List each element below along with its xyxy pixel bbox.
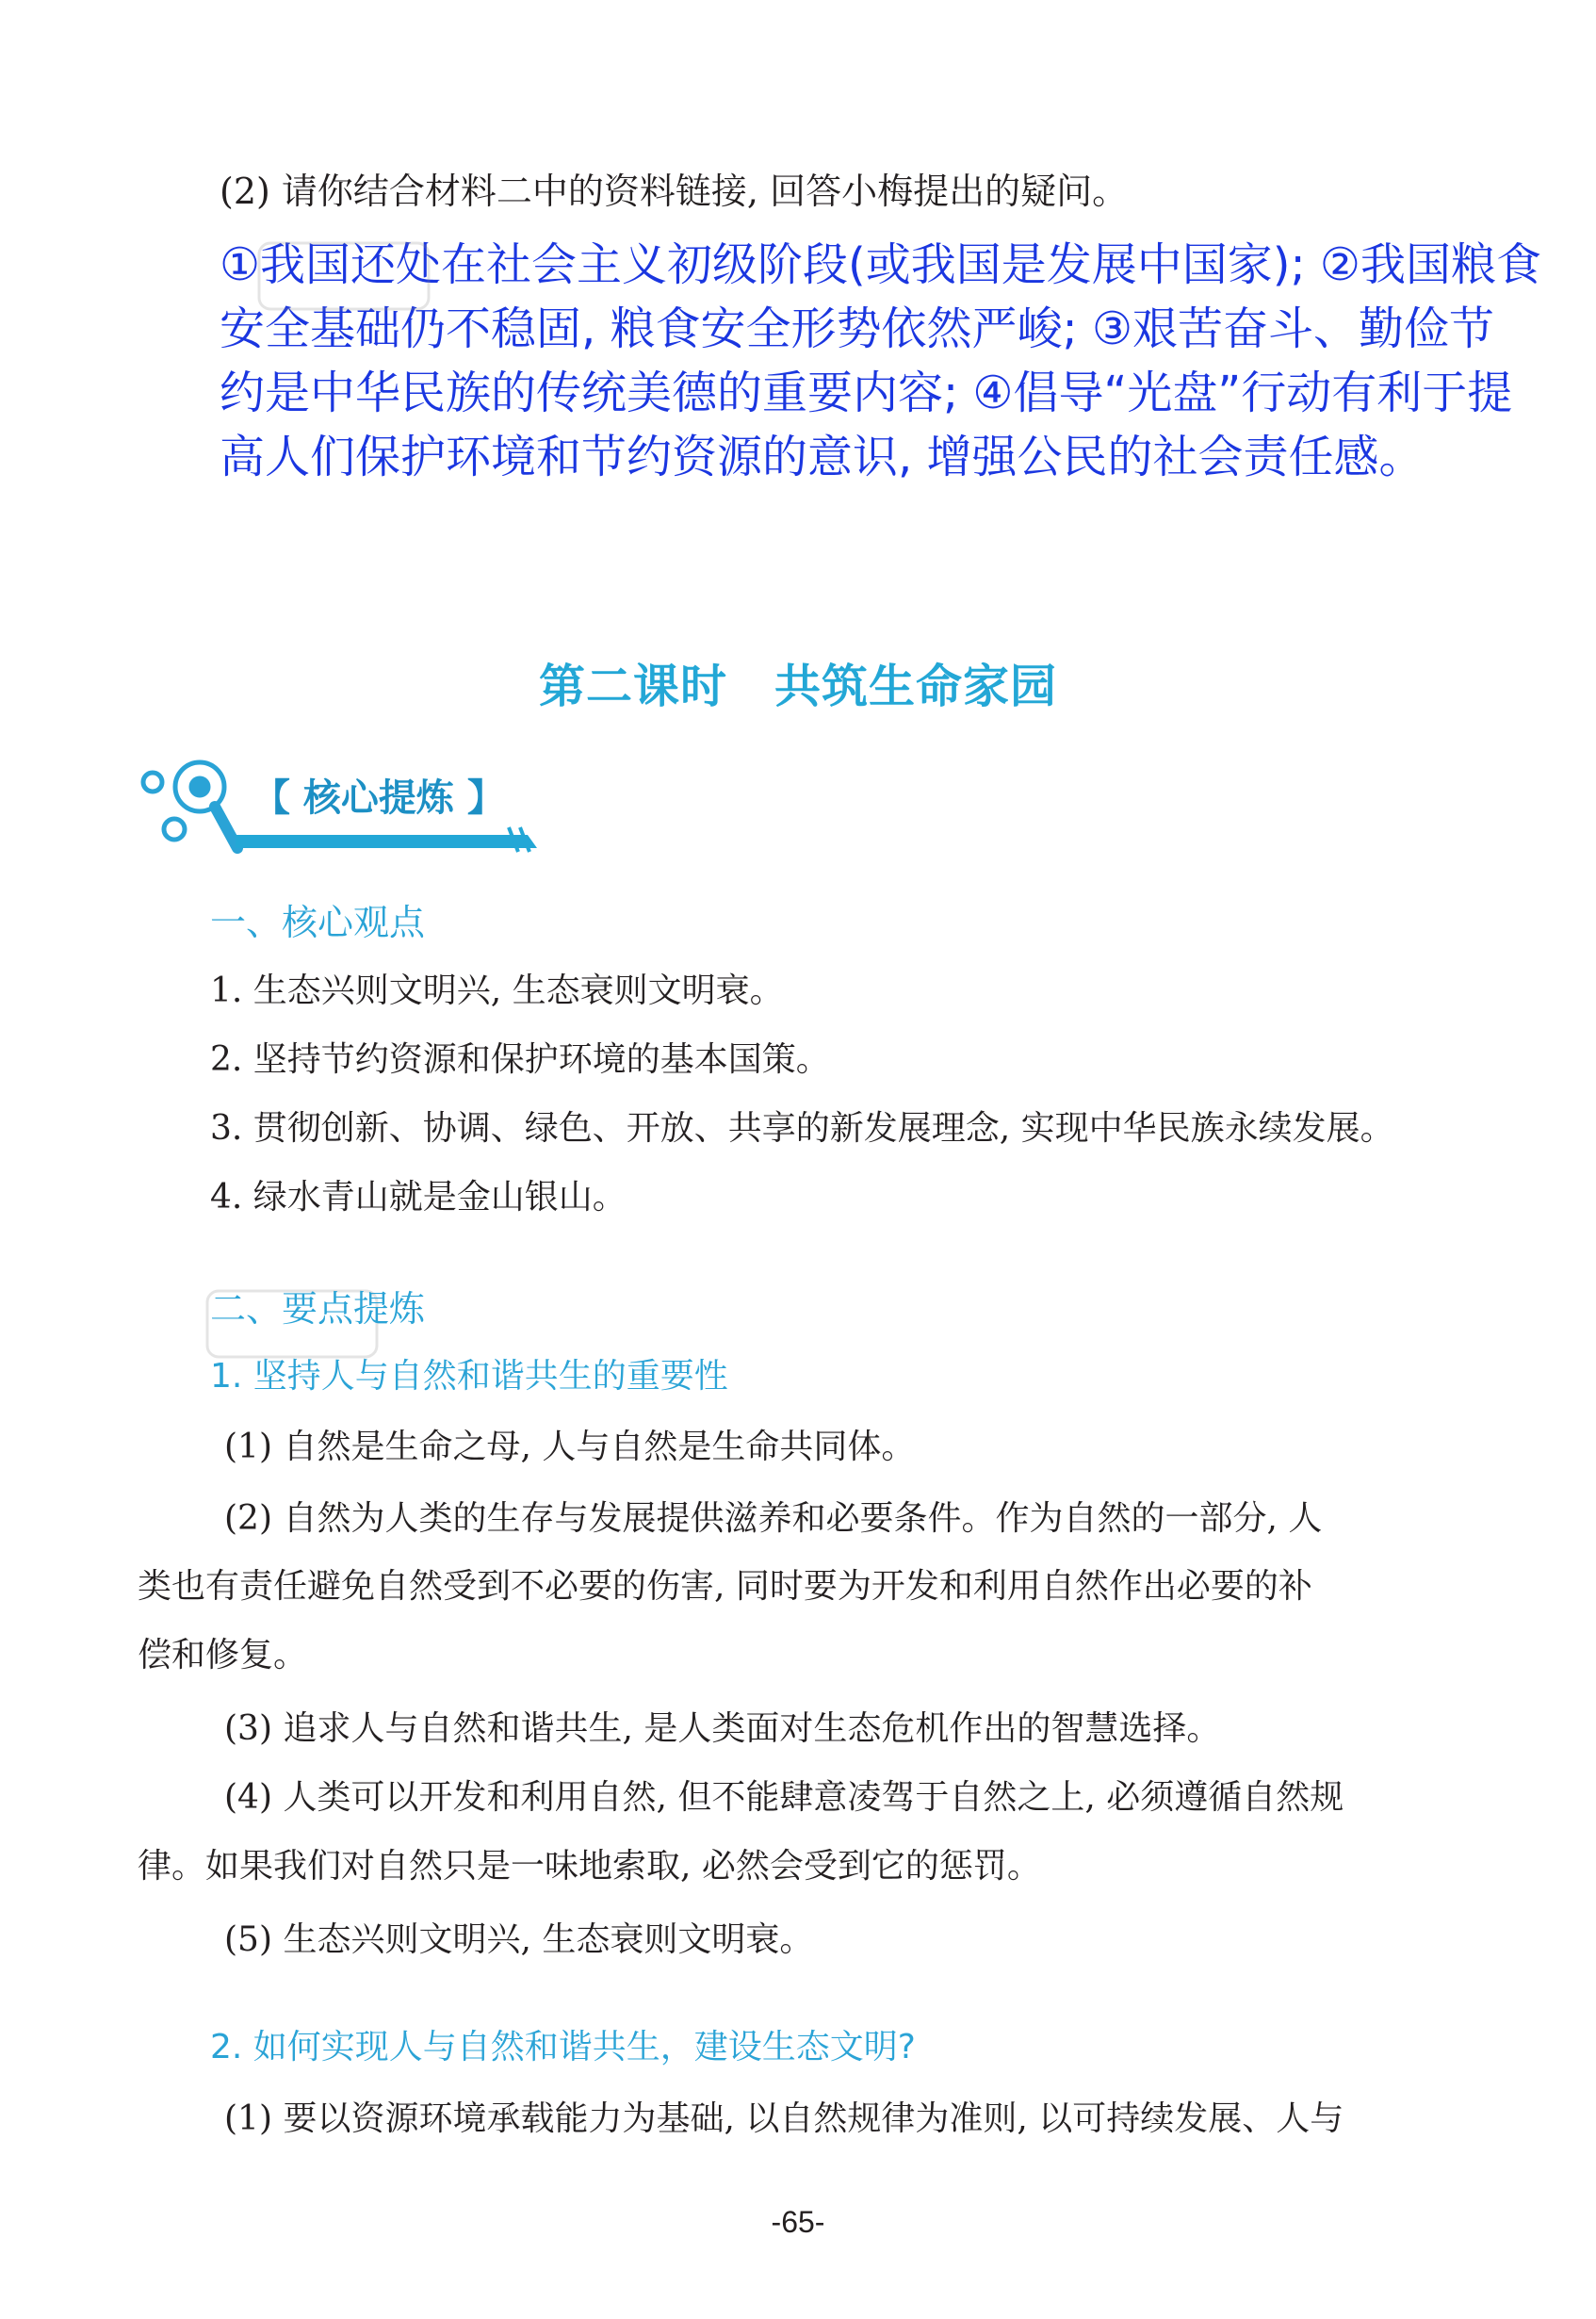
gear-icon <box>143 762 224 840</box>
paragraph-line: (1) 要以资源环境承载能力为基础, 以自然规律为准则, 以可持续发展、人与 <box>224 2099 1344 2138</box>
paragraph-line: 律。如果我们对自然只是一味地索取, 必然会受到它的惩罚。 <box>138 1847 1041 1886</box>
answer-line: ①我国还处在社会主义初级阶段(或我国是发展中国家); ②我国粮食 <box>220 238 1541 291</box>
paragraph-line: (3) 追求人与自然和谐共生, 是人类面对生态危机作出的智慧选择。 <box>224 1709 1221 1748</box>
magnifier-handle-icon <box>215 807 237 848</box>
paragraph-line: (4) 人类可以开发和利用自然, 但不能肆意凌驾于自然之上, 必须遵循自然规 <box>224 1778 1344 1817</box>
question-text: (2) 请你结合材料二中的资料链接, 回答小梅提出的疑问。 <box>220 171 1129 212</box>
paragraph-line: (1) 自然是生命之母, 人与自然是生命共同体。 <box>224 1428 916 1466</box>
paragraph-line: 类也有责任避免自然受到不必要的伤害, 同时要为开发和利用自然作出必要的补 <box>138 1567 1312 1606</box>
list-item: 3. 贯彻创新、协调、绿色、开放、共享的新发展理念, 实现中华民族永续发展。 <box>210 1109 1394 1148</box>
subsection-heading: 1. 坚持人与自然和谐共生的重要性 <box>210 1357 728 1396</box>
list-item: 2. 坚持节约资源和保护环境的基本国策。 <box>210 1040 830 1079</box>
lesson-title: 第二课时 共筑生命家园 <box>538 660 1057 713</box>
paragraph-line: (5) 生态兴则文明兴, 生态衰则文明衰。 <box>224 1920 814 1959</box>
answer-line: 约是中华民族的传统美德的重要内容; ④倡导“光盘”行动有利于提 <box>220 367 1513 419</box>
banner-bar <box>236 835 537 848</box>
paragraph-line: (2) 自然为人类的生存与发展提供滋养和必要条件。作为自然的一部分, 人 <box>224 1499 1323 1538</box>
answer-line: 安全基础仍不稳固, 粮食安全形势依然严峻; ③艰苦奋斗、勤俭节 <box>220 302 1494 355</box>
list-item: 4. 绿水青山就是金山银山。 <box>210 1178 627 1217</box>
paragraph-line: 偿和修复。 <box>138 1636 308 1674</box>
section-heading: 二、要点提炼 <box>210 1288 426 1330</box>
core-summary-label: 【 核心提炼 】 <box>252 776 505 820</box>
watermark-stamp <box>254 234 433 328</box>
answer-line: 高人们保护环境和节约资源的意识, 增强公民的社会责任感。 <box>220 431 1425 483</box>
subsection-heading: 2. 如何实现人与自然和谐共生，建设生态文明? <box>210 2028 916 2066</box>
section-heading: 一、核心观点 <box>210 902 426 943</box>
list-item: 1. 生态兴则文明兴, 生态衰则文明衰。 <box>210 972 784 1010</box>
page-number: -65- <box>771 2205 825 2239</box>
